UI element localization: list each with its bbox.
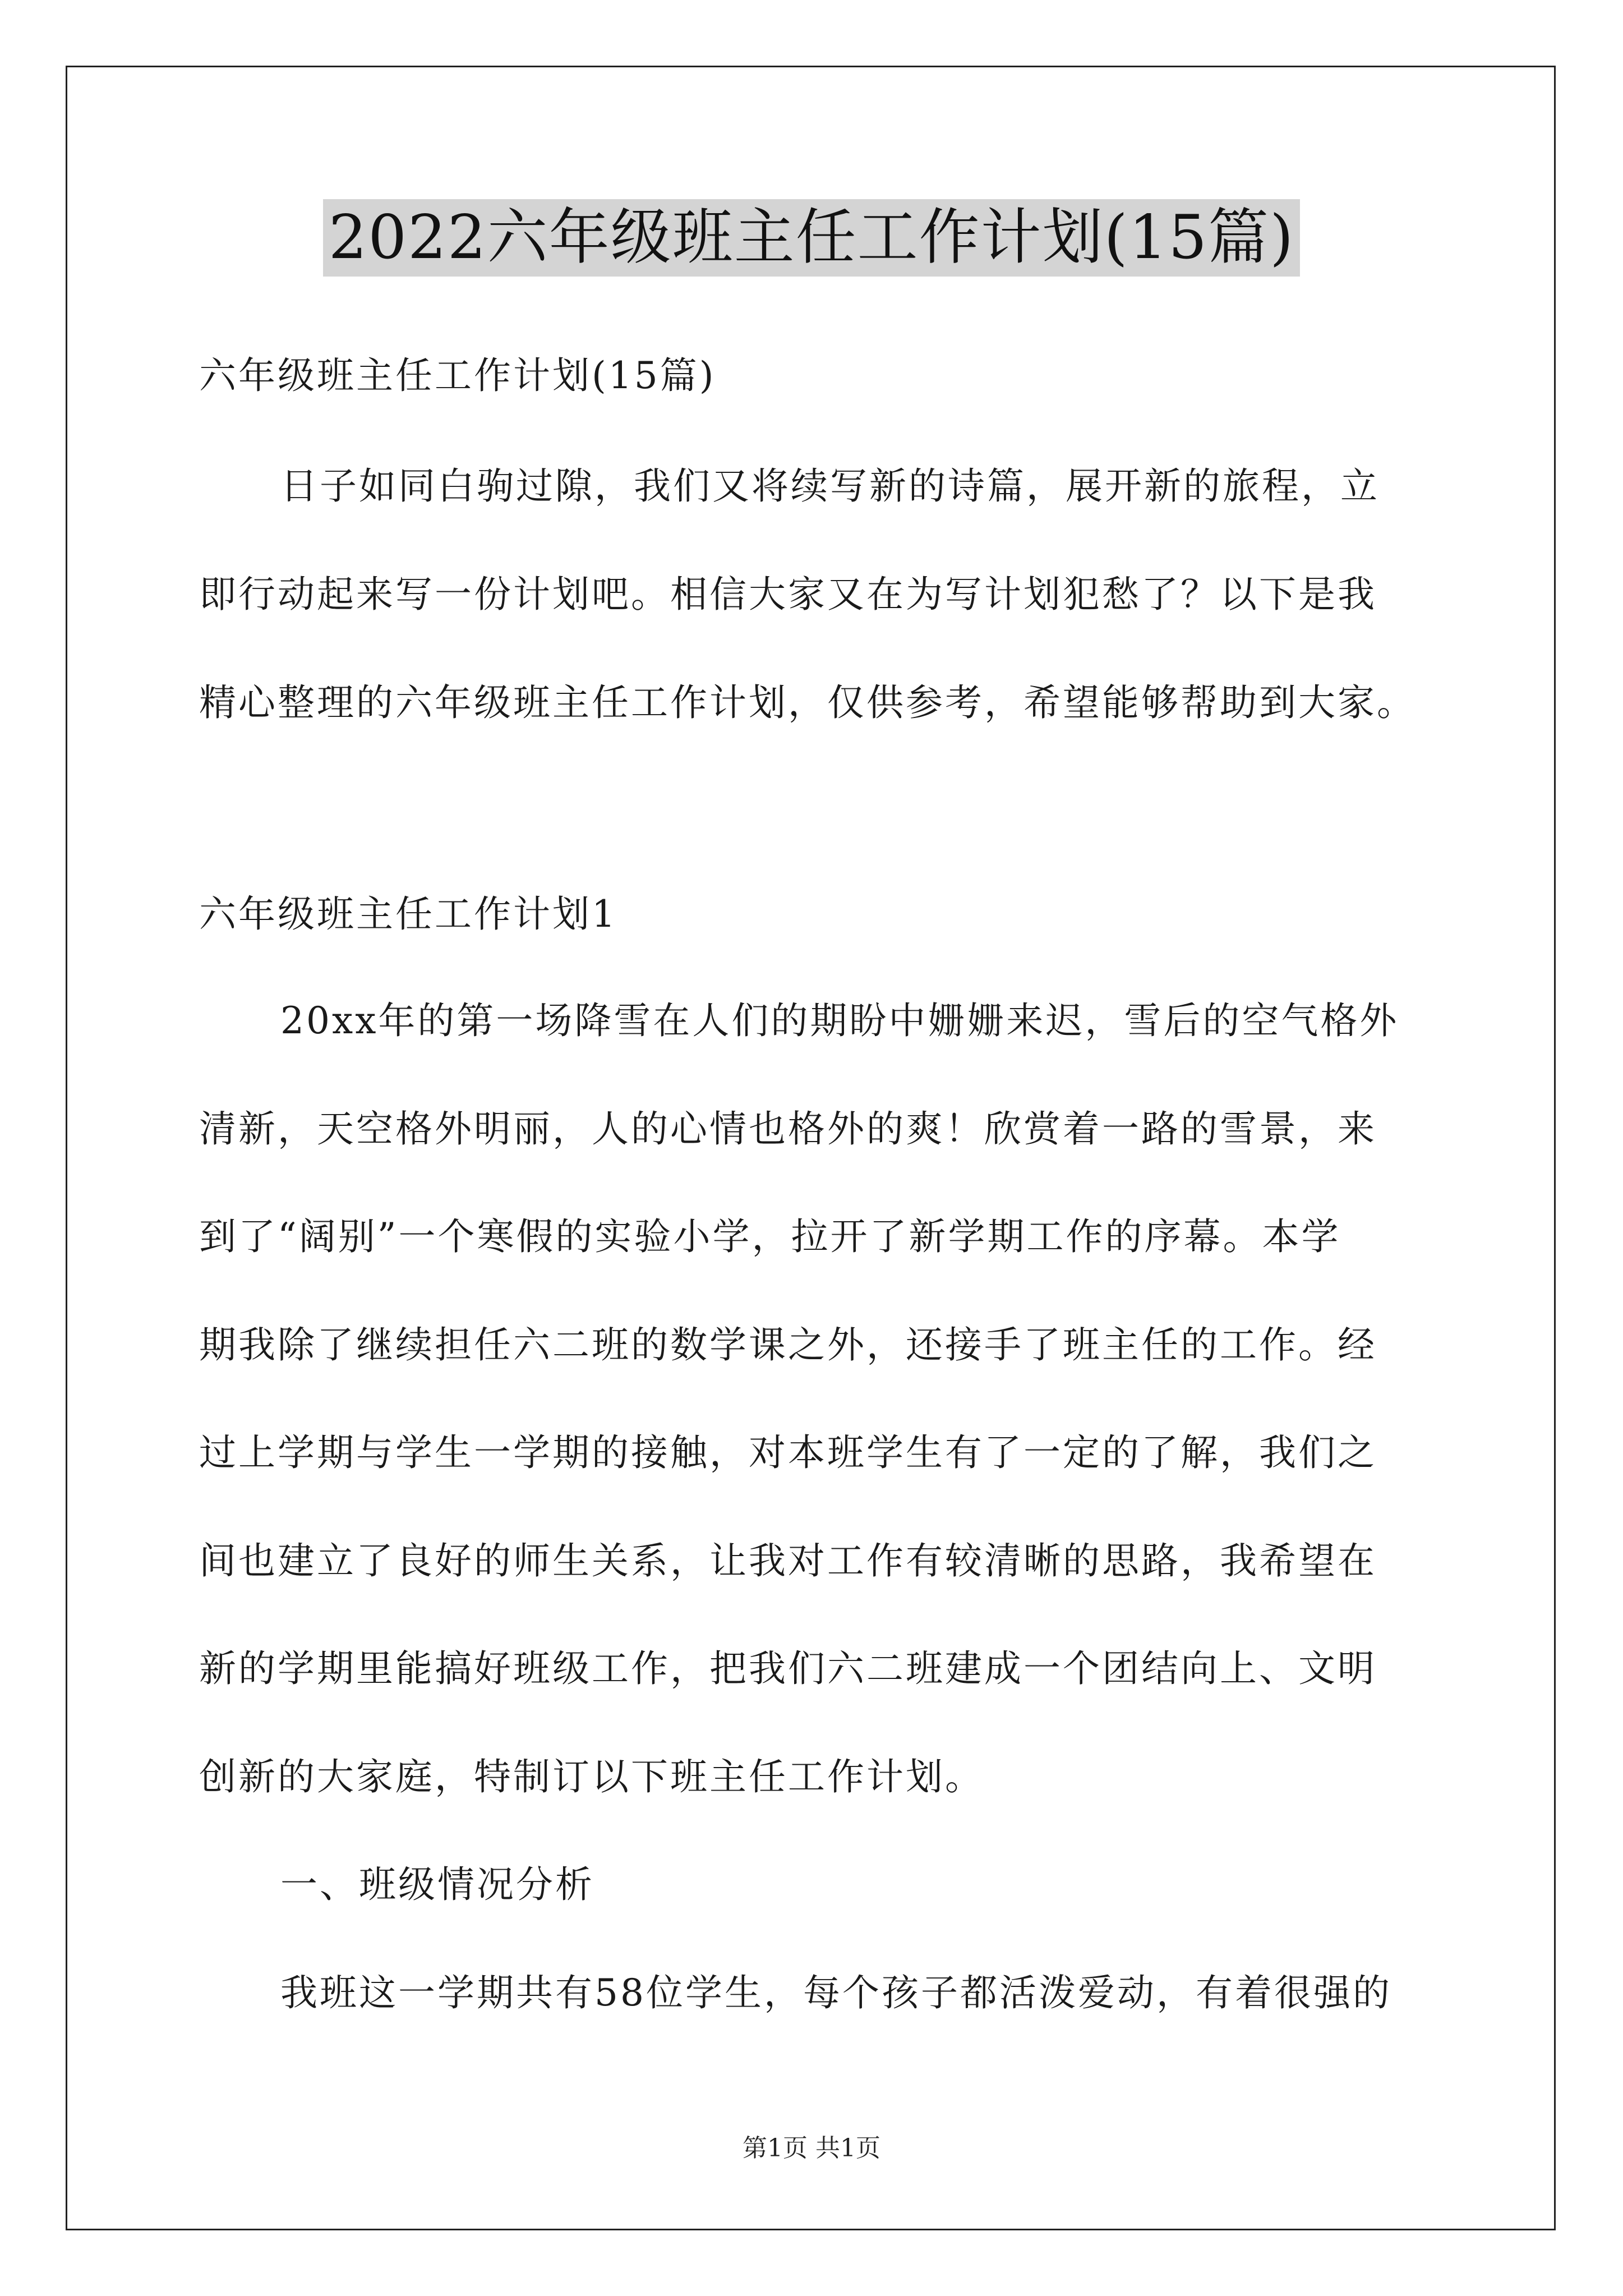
- paragraph-line: 过上学期与学生一学期的接触，对本班学生有了一定的了解，我们之: [199, 1431, 1377, 1474]
- document-subtitle: 六年级班主任工作计划(15篇): [199, 354, 716, 397]
- paragraph-line: 新的学期里能搞好班级工作，把我们六二班建成一个团结向上、文明: [199, 1647, 1377, 1690]
- paragraph-line: 间也建立了良好的师生关系，让我对工作有较清晰的思路，我希望在: [199, 1539, 1377, 1582]
- subheading: 一、班级情况分析: [280, 1863, 594, 1906]
- paragraph-line: 期我除了继续担任六二班的数学课之外，还接手了班主任的工作。经: [199, 1323, 1377, 1366]
- page-footer: 第1页 共1页: [743, 2134, 880, 2162]
- paragraph-line: 清新，天空格外明丽，人的心情也格外的爽！欣赏着一路的雪景，来: [199, 1107, 1377, 1151]
- paragraph-line: 20xx年的第一场降雪在人们的期盼中姗姗来迟，雪后的空气格外: [280, 999, 1399, 1042]
- paragraph-line: 我班这一学期共有58位学生，每个孩子都活泼爱动，有着很强的: [280, 1971, 1392, 2014]
- section-heading: 六年级班主任工作计划1: [199, 892, 617, 936]
- paragraph-line: 到了“阔别”一个寒假的实验小学，拉开了新学期工作的序幕。本学: [199, 1215, 1341, 1258]
- intro-line: 精心整理的六年级班主任工作计划，仅供参考，希望能够帮助到大家。: [199, 681, 1416, 724]
- paragraph-line: 创新的大家庭，特制订以下班主任工作计划。: [199, 1755, 984, 1798]
- title-container: [0, 199, 1623, 277]
- intro-line: 日子如同白驹过隙，我们又将续写新的诗篇，展开新的旅程，立: [280, 464, 1380, 508]
- intro-line: 即行动起来写一份计划吧。相信大家又在为写计划犯愁了？以下是我: [199, 573, 1377, 616]
- document-title: 2022六年级班主任工作计划(15篇): [323, 199, 1301, 277]
